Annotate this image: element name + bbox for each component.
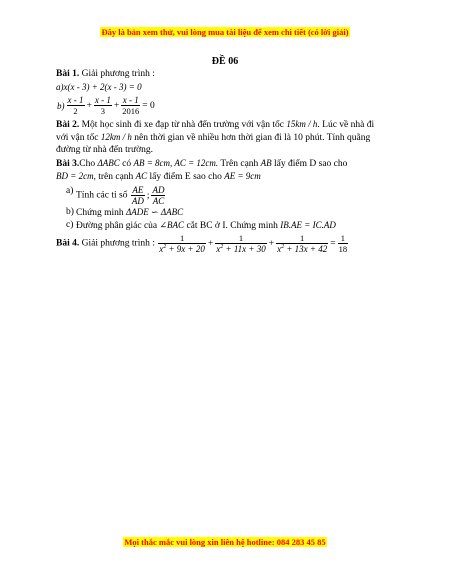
fraction: $\frac{x - 1}{3}$ <box>94 95 111 116</box>
bai1-heading: Bài 1. Giải phương trình : <box>56 69 155 79</box>
bai3-line2: BD = 2cm, trên cạnh AC lấy điểm E sao cho AE = 9cm <box>56 171 261 182</box>
bai3-c: c) Đường phân giác của ∠BAC cắt BC ở I. Chứng minh IB.AE = IC.AD <box>66 220 336 231</box>
preview-notice: Đây là bản xem thử, vui lòng mua tài liệu để xem chi tiết (có lời giải) <box>101 27 349 37</box>
exam-title: ĐỀ 06 <box>211 56 239 67</box>
bai2-line1: Bài 2. Một học sinh đi xe đạp từ nhà đến trường với vận tốc 15km / h. Lúc về nhà đi <box>56 119 375 130</box>
exam-body <box>56 68 396 254</box>
fraction: $\frac{1}{18}$ <box>338 233 348 254</box>
fraction: $\frac{x - 1}{2}$ <box>67 95 84 116</box>
fraction: $\frac{1}{x^2 + 9x + 20}$ <box>159 233 205 254</box>
fraction: $\frac{1}{x^2 + 13x + 42}$ <box>277 233 328 254</box>
bai2-line3: đường từ nhà đến trường. <box>56 145 153 155</box>
bai4: Bài 4. Giải phương trình : $\frac{1}{x^2 + 9x + 20}$ + $\frac{1}{x^2 + 11x + 30}$ + $\frac{1}{x^2 + 13x + 42}$ = $\frac{1}{18}$ <box>56 233 348 254</box>
bai1-b: b) $\frac{x - 1}{2}$ + $\frac{x - 1}{3}$ + $\frac{x - 1}{2016}$ = 0 <box>57 95 155 116</box>
fraction: $\frac{AD}{AC}$ <box>152 185 165 206</box>
bai3-b: b) Chứng minh ΔADE ∽ ΔABC <box>66 207 184 218</box>
hotline-notice: Mọi thắc mắc vui lòng xin liên hệ hotline: 084 283 45 85 <box>124 537 326 547</box>
fraction: $\frac{x - 1}{2016}$ <box>122 95 140 116</box>
bai3-line1: Bài 3.Cho ΔABC có AB = 8cm, AC = 12cm. Trên cạnh AB lấy điểm D sao cho <box>56 158 348 169</box>
bai2-line2: với vận tốc 12km / h nên thời gian về nhiều hơn thời gian đi là 10 phút. Tính quãng <box>56 132 371 143</box>
fraction: $\frac{AE}{AD}$ <box>131 185 144 206</box>
bai3-a: a) Tính các tỉ số $\frac{AE}{AD}$ ; $\frac{AD}{AC}$ <box>66 185 165 206</box>
bai1-a: a)x(x - 3) + 2(x - 3) = 0 <box>56 82 142 92</box>
fraction: $\frac{1}{x^2 + 11x + 30}$ <box>216 233 266 254</box>
